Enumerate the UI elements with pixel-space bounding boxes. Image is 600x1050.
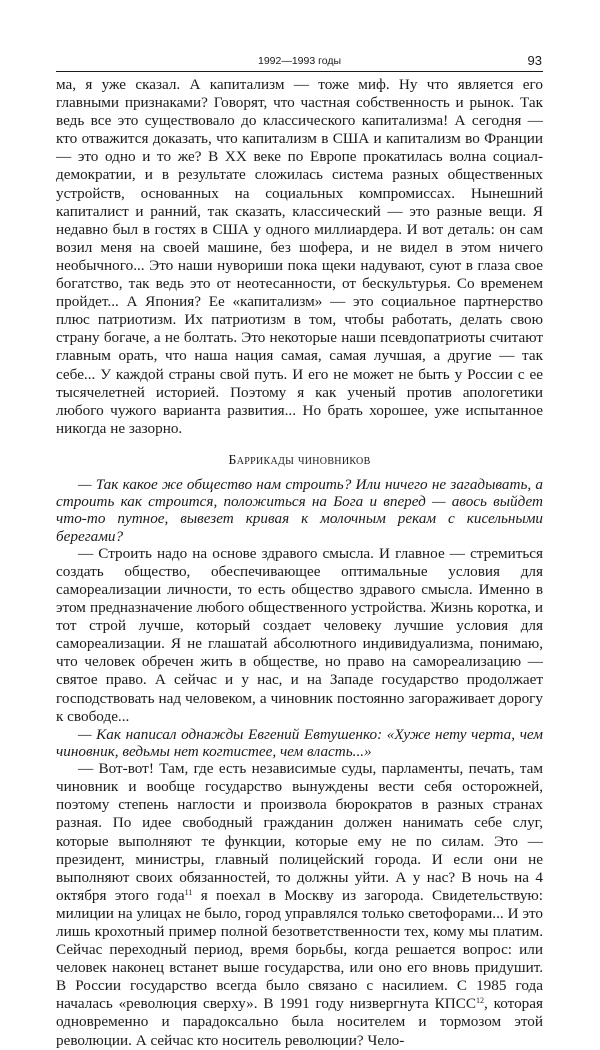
footnote-ref-12[interactable]: 12 — [476, 996, 485, 1006]
answer-paragraph-1: — Строить надо на основе здравого смысла. И главное — стремиться создать общество, обеспечивающее оптимальные условия для самореализации личности, то есть общество здравого смысла. Именно в этом предназначение любого общественного устройства. Жизнь коротка, и тот строй лучше, который создает человеку лучшие условия для самореализации. Я не глашатай абсолютного индивидуализма, понимаю, что человек обречен жить в обществе, но право на самореализацию — святое право. А сейчас и у нас, и на Западе государство продолжает господствовать над человеком, а чиновник постоянно загораживает дорогу к свободе... — [56, 544, 543, 725]
body-text — [56, 76, 543, 1050]
answer-paragraph-2 — [56, 760, 543, 1050]
answer-2-text-part-1: — Вот-вот! Там, где есть независимые суды, парламенты, печать, там чиновник и вообще государство вынуждены вести себя осторожней, поэтому степень наглости и произвола бюрократов в разных странах разная. По идее свободный гражданин должен нанимать себе слуг, которые выполняют те функции, которые ему не по силам. Это — президент, министры, главный полицейский города. И если они не выполняют своих обязанностей, то должны уйти. А у нас? В ночь на 4 октября этого года — [56, 760, 543, 904]
running-head — [56, 53, 543, 69]
interviewer-question-2: — Как написал однажды Евгений Евтушенко: «Хуже нету черта, чем чиновник, ведьмы нет когтистее, чем власть...» — [56, 725, 543, 760]
interviewer-question-1: — Так какое же общество нам строить? Или ничего не загадывать, а строить как строится, положиться на Бога и вперед — авось выйдет что-то путное, вывезет кривая к молочным рекам с кисельными берегами? — [56, 475, 543, 545]
footnote-ref-11[interactable]: 11 — [184, 887, 193, 897]
header-rule-divider — [56, 71, 543, 72]
section-heading: Баррикады чиновников — [228, 452, 371, 468]
paragraph-capitalism: ма, я уже сказал. А капитализм — тоже миф. Ну что является его главными признаками? Говорят, что частная собственность и рынок. Так ведь все это существовало до классического капитализма! А сегодня — кто отважится доказать, что капитализм в США и капитализм во Франции — это одно и то же? В XX веке по Европе прокатилась волна социал-демократии, и в результате сложилась система разных общественных устройств, основанных на социальных компромиссах. Нынешний капиталист и ранний, так сказать, классический — это разные вещи. Я недавно был в гостях в США у одного миллиардера. И вот деталь: он сам возил меня на своей машине, без шофера, и не видел в этом ничего необычного... Это наши нувориши пока щеки надувают, суют в глаза свое богатство, так ведь это от неотесанности, от бескультурья. Со временем пройдет... А Япония? Ее «капитализм» — это социальное партнерство плюс патриотизм. Их патриотизм в том, чтобы работать, делать свою страну богаче, а не болтать. Это некоторые наши псевдопатриоты считают главным орать, что наша нация самая, самая лучшая, а другие — так себе... У каждой страны свой путь. И его не может не быть у России с ее тысячелетней историей. Поэтому я как ученый против апологетики любого чужого варианта развития... Но брать хорошее, уже испытанное никогда не зазорно. — [56, 76, 543, 437]
page-number: 93 — [527, 53, 542, 68]
answer-2-text-part-3: , которая одновременно и парадоксально была носителем и тормозом этой революции. А сейчас кто носитель революции? Чело- — [56, 995, 543, 1049]
answer-2-text-part-2: я поехал в Москву из загорода. Свидетельствую: милиции на улицах не было, город управлялся только светофорами... И это лишь крохотный пример полной безответственности тех, кому мы платим. Сейчас переходный период, время борьбы, когда решается вопрос: или человек наконец встанет выше государства, или оно его вновь придушит. В России государство всегда было связано с насилием. С 1985 года началась «революция сверху». В 1991 году низвергнута КПСС — [56, 886, 543, 1013]
running-title: 1992—1993 годы — [257, 55, 341, 67]
